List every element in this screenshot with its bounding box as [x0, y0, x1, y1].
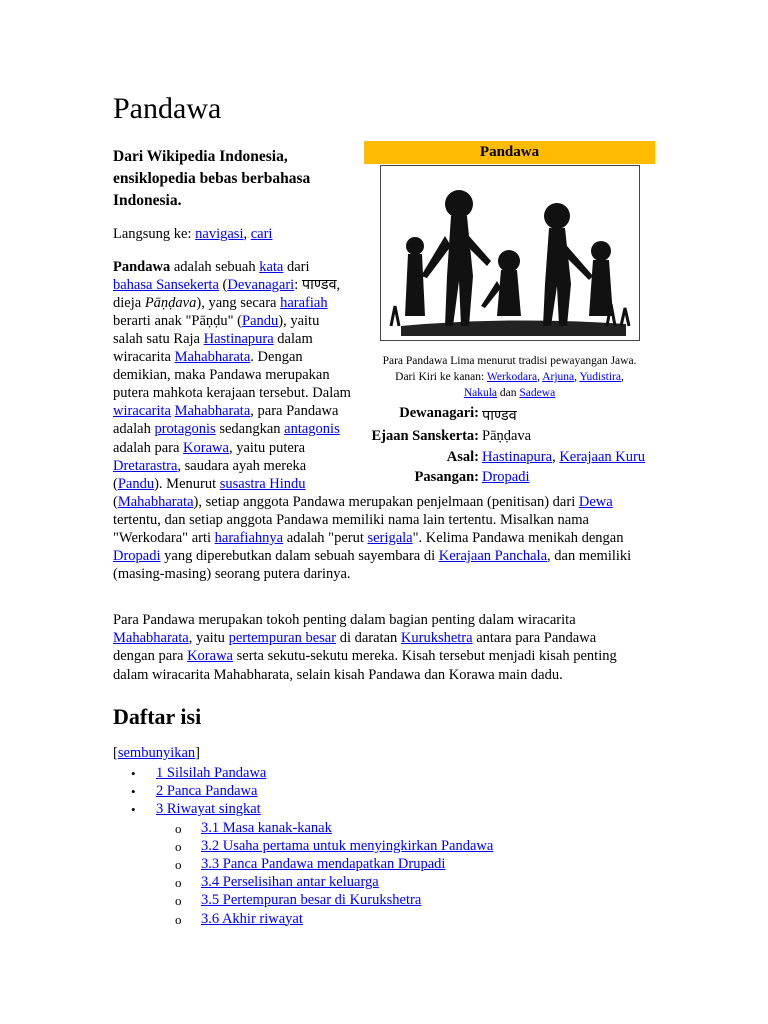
intro-text: ". Kelima Pandawa menikah dengan [412, 529, 624, 546]
toc-bullet: • [131, 784, 136, 800]
toc-item-link[interactable]: 3.3 Panca Pandawa mendapatkan Drupadi [201, 856, 446, 872]
intro-line [113, 439, 305, 457]
intro-text: berarti anak "Pāṇḍu" ( [113, 313, 242, 330]
infobox-value-link[interactable]: Dropadi [482, 469, 530, 485]
intro-link[interactable]: harafiah [280, 295, 328, 312]
intro-link[interactable]: Dewa [578, 493, 613, 510]
intro-text: , dan memiliki [547, 547, 632, 564]
intro-text: ( [113, 475, 118, 492]
caption-text: , [620, 371, 624, 383]
intro-text: ). Menurut [154, 475, 220, 492]
site-subtitle: Dari Wikipedia Indonesia, ensiklopedia bebas berbahasa Indonesia. [113, 148, 311, 209]
intro-text: ( [218, 277, 228, 294]
intro-line [113, 493, 613, 511]
intro-line [113, 312, 319, 330]
intro-text: ), yaitu [278, 313, 320, 330]
intro-link[interactable]: Hastinapura [203, 331, 274, 348]
toc-item-link[interactable]: 3.5 Pertempuran besar di Kurukshetra [201, 892, 422, 909]
intro-link[interactable]: harafiahnya [214, 529, 284, 546]
page-title: Pandawa [113, 92, 222, 125]
intro-text: ), setiap anggota Pandawa merupakan penjelmaan (penitisan) dari [193, 493, 579, 510]
intro-text: : पाण्डव, [294, 277, 341, 294]
intro-link[interactable]: Dropadi [113, 547, 161, 564]
para2-line [113, 666, 563, 684]
caption-line [364, 369, 655, 385]
intro-line [113, 402, 338, 420]
caption-link[interactable]: Yudistira [579, 371, 621, 383]
intro-line [113, 420, 340, 438]
toc-bullet: o [175, 911, 182, 927]
intro-text: yang diperebutkan dalam sebuah sayembara di [160, 547, 439, 564]
intro-line [113, 511, 589, 529]
caption-link[interactable]: Nakula [463, 387, 498, 399]
wayang-image[interactable] [380, 165, 640, 341]
intro-text: , yaitu putera [228, 439, 306, 456]
intro-text: Pandawa [113, 259, 171, 275]
infobox-value-link[interactable]: Kerajaan Kuru [559, 449, 646, 465]
intro-line [113, 384, 351, 402]
caption-text: Para Pandawa Lima menurut tradisi pewayangan Jawa. [382, 355, 637, 367]
para2-text: dengan para [113, 648, 188, 665]
toc-item-link[interactable]: 3 Riwayat singkat [156, 801, 261, 818]
intro-line [113, 294, 328, 312]
para2-link[interactable]: pertempuran besar [228, 630, 337, 647]
intro-text: sedangkan [215, 421, 285, 438]
caption-link[interactable]: Sadewa [519, 387, 556, 399]
intro-text: adalah para [113, 439, 184, 456]
infobox-key: Asal: [446, 449, 479, 465]
toc-hide-link[interactable]: sembunyikan [117, 745, 196, 761]
infobox-value-link[interactable]: Hastinapura [482, 449, 553, 465]
intro-text: adalah [113, 421, 155, 438]
infobox-value [482, 449, 645, 466]
intro-text: dalam [273, 331, 313, 348]
toc-bracket-open: [ [113, 745, 118, 761]
toc-heading: Daftar isi [113, 704, 202, 729]
infobox-value [482, 405, 517, 425]
infobox-key: Ejaan Sanskerta: [371, 428, 479, 444]
intro-link[interactable]: wiracarita [113, 403, 171, 420]
intro-link[interactable]: bahasa Sansekerta [113, 277, 219, 294]
toc-item-link[interactable]: 2 Panca Pandawa [156, 783, 258, 800]
jump-to-links [113, 225, 272, 243]
intro-link[interactable]: Pandu [242, 313, 279, 330]
toc-bullet: • [131, 766, 136, 781]
infobox [364, 141, 655, 485]
infobox-value-text: , [552, 449, 560, 465]
intro-text: putera mahkota kerajaan tersebut. Dalam [113, 385, 351, 402]
intro-link[interactable]: Dretarastra [113, 457, 178, 474]
infobox-value-text: पाण्डव [482, 408, 517, 424]
wayang-illustration [381, 166, 640, 341]
intro-link[interactable]: kata [259, 259, 284, 275]
caption-text: dan [497, 387, 520, 399]
jump-navigation-link[interactable]: navigasi [195, 226, 244, 242]
para2-text: antara para Pandawa [472, 630, 597, 647]
intro-text: salah satu Raja [113, 331, 204, 348]
infobox-value-text: Pāṇḍava [482, 428, 532, 444]
toc-item-link[interactable]: 3.2 Usaha pertama untuk menyingkirkan Pandawa [201, 837, 494, 854]
intro-link[interactable]: Devanagari [227, 277, 295, 294]
intro-text: adalah sebuah [170, 259, 260, 275]
jump-separator: , [243, 226, 248, 242]
toc-bullet: o [175, 893, 182, 909]
toc-item-link[interactable]: 3.6 Akhir riwayat [201, 910, 303, 927]
intro-line [113, 475, 306, 493]
intro-link[interactable]: Pandu [117, 475, 155, 492]
intro-text: , saudara ayah mereka [177, 457, 307, 474]
para2-line [113, 647, 617, 665]
jump-prefix: Langsung ke: [113, 226, 192, 242]
intro-text: ( [113, 493, 118, 510]
intro-line [113, 348, 303, 366]
intro-text: (masing-masing) seorang putera darinya. [113, 565, 351, 582]
para2-line [113, 611, 576, 629]
jump-search-link[interactable]: cari [250, 226, 273, 242]
caption-link[interactable]: Werkodara [486, 371, 538, 383]
intro-link[interactable]: Korawa [183, 439, 229, 456]
para2-text: Para Pandawa merupakan tokoh penting dalam bagian penting dalam wiracarita [113, 612, 576, 628]
intro-link[interactable]: serigala [367, 529, 413, 546]
intro-line [113, 547, 631, 565]
intro-line [113, 565, 351, 583]
toc-bullet: o [175, 820, 182, 836]
intro-link[interactable]: Mahabharata [117, 493, 194, 510]
intro-text: Pāṇḍava [144, 295, 197, 312]
intro-text: , para Pandawa [250, 403, 339, 420]
intro-text: "Werkodara" arti [113, 529, 215, 546]
infobox-key: Dewanagari: [399, 405, 479, 421]
intro-link[interactable]: Mahabharata [174, 403, 251, 420]
intro-text: ), yang secara [196, 295, 281, 312]
caption-line [364, 385, 655, 401]
intro-text: . Dengan [250, 349, 303, 366]
caption-link[interactable]: Arjuna [542, 371, 575, 383]
intro-line [113, 258, 310, 276]
para2-text: di daratan [336, 630, 401, 647]
intro-line [113, 276, 340, 294]
intro-line [113, 457, 306, 475]
toc-item-link[interactable]: 1 Silsilah Pandawa [156, 765, 267, 781]
intro-link[interactable]: antagonis [284, 421, 340, 438]
caption-text: , [574, 371, 580, 383]
intro-line [113, 366, 330, 384]
caption-text: Dari Kiri ke kanan: [395, 371, 487, 383]
intro-link[interactable]: susastra Hindu [219, 475, 306, 492]
toc-toggle [113, 744, 200, 762]
para2-text: serta sekutu-sekutu mereka. Kisah tersebut menjadi kisah penting [232, 648, 617, 665]
toc-item-link[interactable]: 3.1 Masa kanak-kanak [201, 819, 332, 836]
intro-link[interactable]: protagonis [154, 421, 216, 438]
intro-link[interactable]: Mahabharata [174, 349, 251, 366]
caption-text: , [537, 371, 543, 383]
toc-bullet: o [175, 857, 182, 872]
para2-text: , yaitu [188, 630, 229, 647]
toc-bullet: • [131, 802, 136, 818]
infobox-value [482, 469, 530, 486]
para2-line [113, 629, 596, 647]
intro-line [113, 330, 313, 348]
intro-text: demikian, maka Pandawa merupakan [113, 367, 330, 384]
caption-line [364, 353, 655, 369]
infobox-header: Pandawa [364, 141, 655, 164]
intro-text: dieja [113, 295, 145, 312]
infobox-key: Pasangan: [414, 469, 479, 485]
intro-link[interactable]: Kerajaan Panchala [438, 547, 548, 564]
infobox-value [482, 428, 531, 445]
para2-link[interactable]: Mahabharata [113, 630, 189, 647]
toc-bullet: o [175, 875, 182, 891]
para2-link[interactable]: Kurukshetra [400, 630, 473, 647]
intro-text: dari [283, 259, 310, 275]
toc-bullet: o [175, 838, 182, 854]
para2-text: dalam wiracarita Mahabharata, selain kisah Pandawa dan Korawa main dadu. [113, 666, 563, 683]
intro-line [113, 529, 624, 547]
para2-link[interactable]: Korawa [187, 648, 233, 665]
intro-text: adalah "perut [283, 529, 368, 546]
toc-item-link[interactable]: 3.4 Perselisihan antar keluarga [201, 874, 379, 891]
image-caption [364, 353, 655, 401]
intro-text: tertentu, dan setiap anggota Pandawa memiliki nama lain tertentu. Misalkan nama [113, 511, 589, 528]
toc-bracket-close: ] [195, 745, 201, 761]
intro-text: wiracarita [113, 349, 175, 366]
